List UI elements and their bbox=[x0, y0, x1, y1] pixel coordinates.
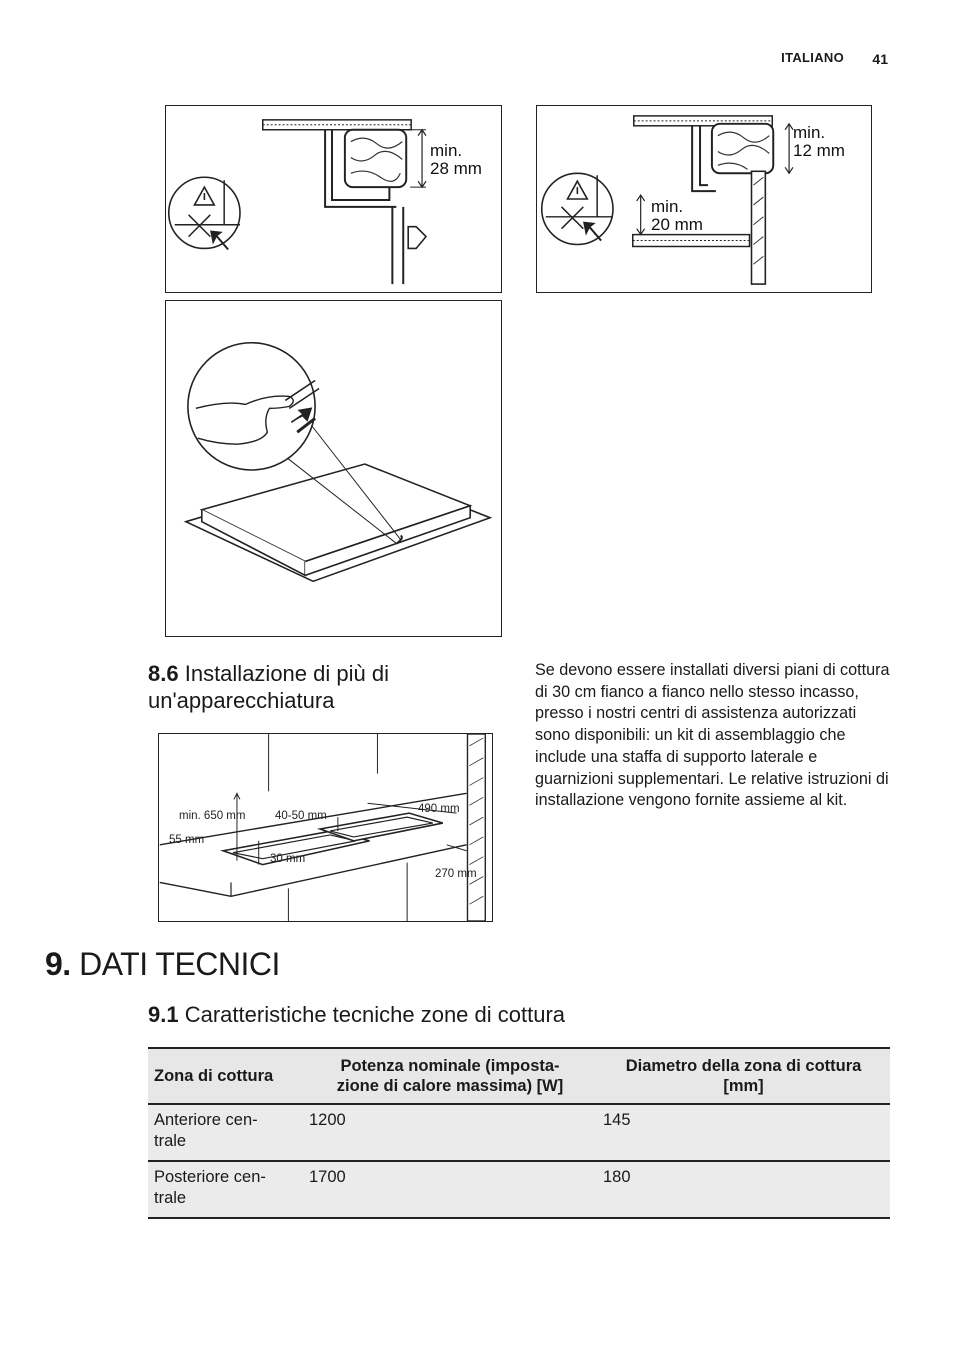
table-cell-power: 1700 bbox=[303, 1161, 597, 1218]
table-header-power: Potenza nominale (imposta- zione di calore massima) [W] bbox=[303, 1048, 597, 1104]
label-40-50mm: 40-50 mm bbox=[275, 810, 327, 822]
label-min-650mm: min. 650 mm bbox=[179, 810, 246, 822]
section-8-6-heading bbox=[148, 660, 488, 714]
section-9-1-title: Caratteristiche tecniche zone di cottura bbox=[184, 1002, 566, 1027]
figure-seal-application bbox=[165, 300, 502, 637]
label-55mm: 55 mm bbox=[169, 834, 205, 846]
table-cell-zone: Posteriore cen- trale bbox=[148, 1161, 303, 1218]
multiple-hobs-drawing bbox=[159, 734, 492, 921]
table-cell-zone: Anteriore cen- trale bbox=[148, 1104, 303, 1161]
label-490mm: 490 mm bbox=[418, 803, 460, 815]
table-cell-power: 1200 bbox=[303, 1104, 597, 1161]
table-cell-diameter: 180 bbox=[597, 1161, 890, 1218]
section-9-1-number: 9.1 bbox=[148, 1002, 179, 1027]
figure-worktop-12-20mm bbox=[536, 105, 872, 293]
seal-application-drawing bbox=[166, 301, 501, 636]
dimension-top-label: min. 12 mm bbox=[793, 123, 845, 160]
chapter-9-title: DATI TECNICI bbox=[79, 946, 280, 982]
label-270mm: 270 mm bbox=[435, 868, 477, 880]
table-header-zone: Zona di cottura bbox=[148, 1048, 303, 1104]
worktop-28mm-drawing bbox=[166, 106, 501, 292]
table-header-row bbox=[148, 1048, 890, 1104]
table-header-diameter: Diametro della zona di cottura [mm] bbox=[597, 1048, 890, 1104]
table-cell-diameter: 145 bbox=[597, 1104, 890, 1161]
table-row bbox=[148, 1161, 890, 1218]
chapter-9-heading bbox=[45, 946, 280, 983]
header-language: ITALIANO bbox=[781, 50, 844, 65]
section-8-6-title: Installazione di più di un'apparecchiatura bbox=[148, 661, 389, 713]
page-number: 41 bbox=[872, 51, 888, 67]
dimension-label: min. 28 mm bbox=[430, 141, 482, 178]
figure-worktop-28mm bbox=[165, 105, 502, 293]
cooking-zones-table bbox=[148, 1047, 890, 1219]
table-row bbox=[148, 1104, 890, 1161]
figure-multiple-hobs bbox=[158, 733, 493, 922]
section-8-6-body: Se devono essere installati diversi piani di cottura di 30 cm fianco a fianco nello stesso incasso, presso i nostri centri di assistenza autorizzati sono disponibili: un kit di assemblaggio che include una staffa di supporto laterale e guarnizioni supplementari. Le relative istruzioni di installazione vengono fornite assieme al kit. bbox=[535, 661, 890, 810]
dimension-side-label: min. 20 mm bbox=[651, 197, 703, 234]
label-30mm: 30 mm bbox=[270, 853, 306, 865]
section-8-6-number: 8.6 bbox=[148, 661, 179, 686]
chapter-9-number: 9. bbox=[45, 946, 71, 982]
section-9-1-heading bbox=[148, 1001, 565, 1028]
